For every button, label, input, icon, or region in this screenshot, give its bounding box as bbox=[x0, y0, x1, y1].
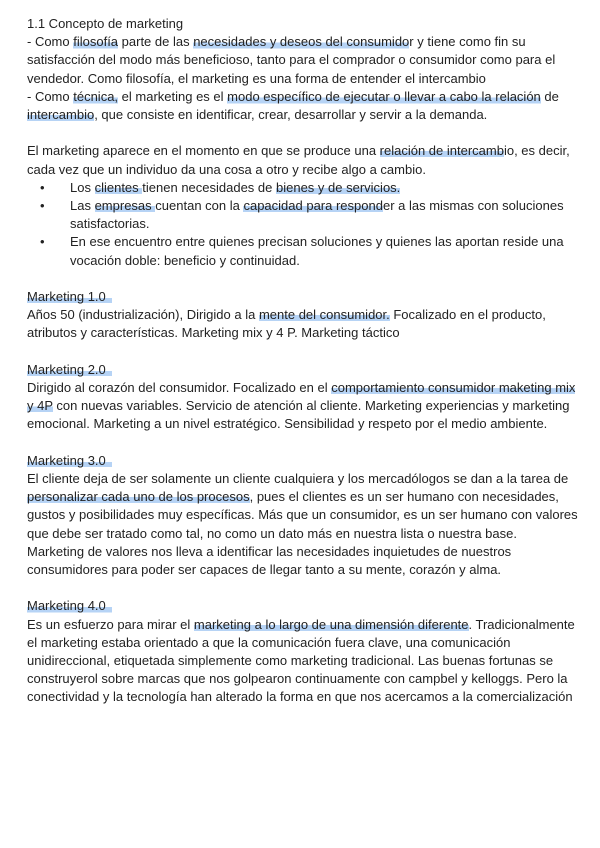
heading-marketing-3 bbox=[27, 452, 580, 470]
blank-line bbox=[27, 124, 580, 142]
paragraph-tecnica bbox=[27, 88, 580, 124]
text: El marketing aparece en el momento en que se produce una bbox=[27, 143, 380, 159]
blank-line bbox=[27, 270, 580, 288]
text: Es un esfuerzo para mirar el bbox=[27, 616, 194, 632]
highlight: mente del consumidor. bbox=[258, 307, 390, 323]
text: er a las mismas con soluciones satisfactorias. bbox=[70, 198, 564, 232]
text: Los bbox=[70, 179, 95, 195]
highlight: bienes y de servicios. bbox=[276, 179, 401, 195]
text: Dirigido al corazón del consumidor. Focalizado en el bbox=[27, 380, 332, 396]
list-item bbox=[27, 197, 580, 233]
text: En ese encuentro entre quienes precisan soluciones y quienes las aportan reside una vocación doble: beneficio y continuidad. bbox=[70, 234, 564, 268]
highlight: comportamiento consumidor maketing mix y 4P bbox=[27, 380, 576, 414]
text: r y tiene como fin su satisfacción del modo más beneficioso, tanto para el comprador o consumidor como para el vendedor. Como filosofía, el marketing es una forma de entender el intercambio bbox=[27, 34, 556, 86]
heading-marketing-1 bbox=[27, 288, 580, 306]
highlight: clientes bbox=[94, 179, 143, 195]
highlight: capacidad para respond bbox=[243, 198, 383, 214]
highlight: Marketing 3.0 bbox=[27, 453, 112, 468]
text: , que consiste en identificar, crear, desarrollar y servir a la demanda. bbox=[94, 107, 488, 123]
paragraph-marketing-1 bbox=[27, 306, 580, 342]
heading-marketing-4 bbox=[27, 597, 580, 615]
text: , pues el clientes es un ser humano con necesidades, gustos y posibilidades muy específicas. Más que un consumidor, es un ser humano con valores que debe ser tratado como tal, no como un dato más en nuestra lista o nuestra base. bbox=[27, 489, 578, 541]
highlight: Marketing 1.0 bbox=[27, 289, 112, 304]
list-item bbox=[27, 179, 580, 197]
bullet-icon: • bbox=[40, 234, 45, 250]
text: - Como bbox=[27, 88, 74, 104]
text: Años 50 (industrialización), Dirigido a la bbox=[27, 307, 259, 323]
highlight: necesidades y deseos del consumido bbox=[193, 34, 410, 50]
section-title: 1.1 Concepto de marketing bbox=[27, 16, 184, 31]
highlight: marketing a lo largo de una dimensión diferente bbox=[193, 616, 469, 632]
bullet-icon: • bbox=[40, 198, 45, 214]
bullet-icon: • bbox=[40, 179, 45, 195]
highlight: personalizar cada uno de los procesos bbox=[27, 489, 250, 505]
text: Las bbox=[70, 198, 95, 214]
text: - Como bbox=[27, 34, 74, 50]
highlight: modo específico de ejecutar o llevar a cabo la relación bbox=[227, 88, 541, 104]
paragraph-marketing-3 bbox=[27, 470, 580, 543]
highlight: Marketing 2.0 bbox=[27, 362, 112, 377]
text: cuentan con la bbox=[155, 198, 244, 214]
text: tienen necesidades de bbox=[142, 179, 276, 195]
paragraph-marketing-4 bbox=[27, 616, 580, 707]
text: io, es decir, cada vez que un individuo da una cosa a otro y recibe algo a cambio. bbox=[27, 143, 570, 177]
text: con nuevas variables. Servicio de atención al cliente. Marketing experiencias y marketing emocional. Marketing a un nivel estratégico. Sensibilidad y respeto por el medio ambiente. bbox=[27, 398, 570, 432]
paragraph-aparece bbox=[27, 142, 580, 178]
highlight: intercambio bbox=[27, 107, 95, 123]
paragraph-filosofia bbox=[27, 33, 580, 88]
text: parte de las bbox=[118, 34, 194, 50]
list-item bbox=[27, 233, 580, 269]
text: Focalizado en el producto, atributos y características. Marketing mix y 4 P. Marketing táctico bbox=[27, 307, 546, 341]
highlight: técnica, bbox=[73, 88, 119, 104]
text: de bbox=[540, 88, 559, 104]
bullet-list bbox=[27, 179, 580, 270]
highlight: empresas bbox=[94, 198, 156, 214]
highlight: filosofía bbox=[73, 34, 119, 50]
paragraph-marketing-2 bbox=[27, 379, 580, 434]
text: el marketing es el bbox=[118, 88, 228, 104]
blank-line bbox=[27, 579, 580, 597]
blank-line bbox=[27, 343, 580, 361]
blank-line bbox=[27, 434, 580, 452]
heading-marketing-2 bbox=[27, 361, 580, 379]
highlight: Marketing 4.0 bbox=[27, 598, 112, 613]
highlight: relación de intercamb bbox=[379, 143, 504, 159]
text: El cliente deja de ser solamente un cliente cualquiera y los mercadólogos se dan a la tarea de bbox=[27, 471, 569, 487]
paragraph-marketing-valores: Marketing de valores nos lleva a identificar las necesidades inquietudes de nuestros consumidores para poder ser capaces de llegar tanto a su mente, corazón y alma. bbox=[27, 543, 512, 578]
text: . Tradicionalmente el marketing estaba orientado a que la comunicación fuera clave, una comunicación unidireccional, etiquetada simplemente como marketing tradicional. Las buenas fortunas se construyerol sobre marcas que nos golpearon continuamente con campbel y kelloggs. Pero la conectividad y la tecnología han alterado la forma en que nos acercamos a la comercialización bbox=[27, 616, 575, 705]
